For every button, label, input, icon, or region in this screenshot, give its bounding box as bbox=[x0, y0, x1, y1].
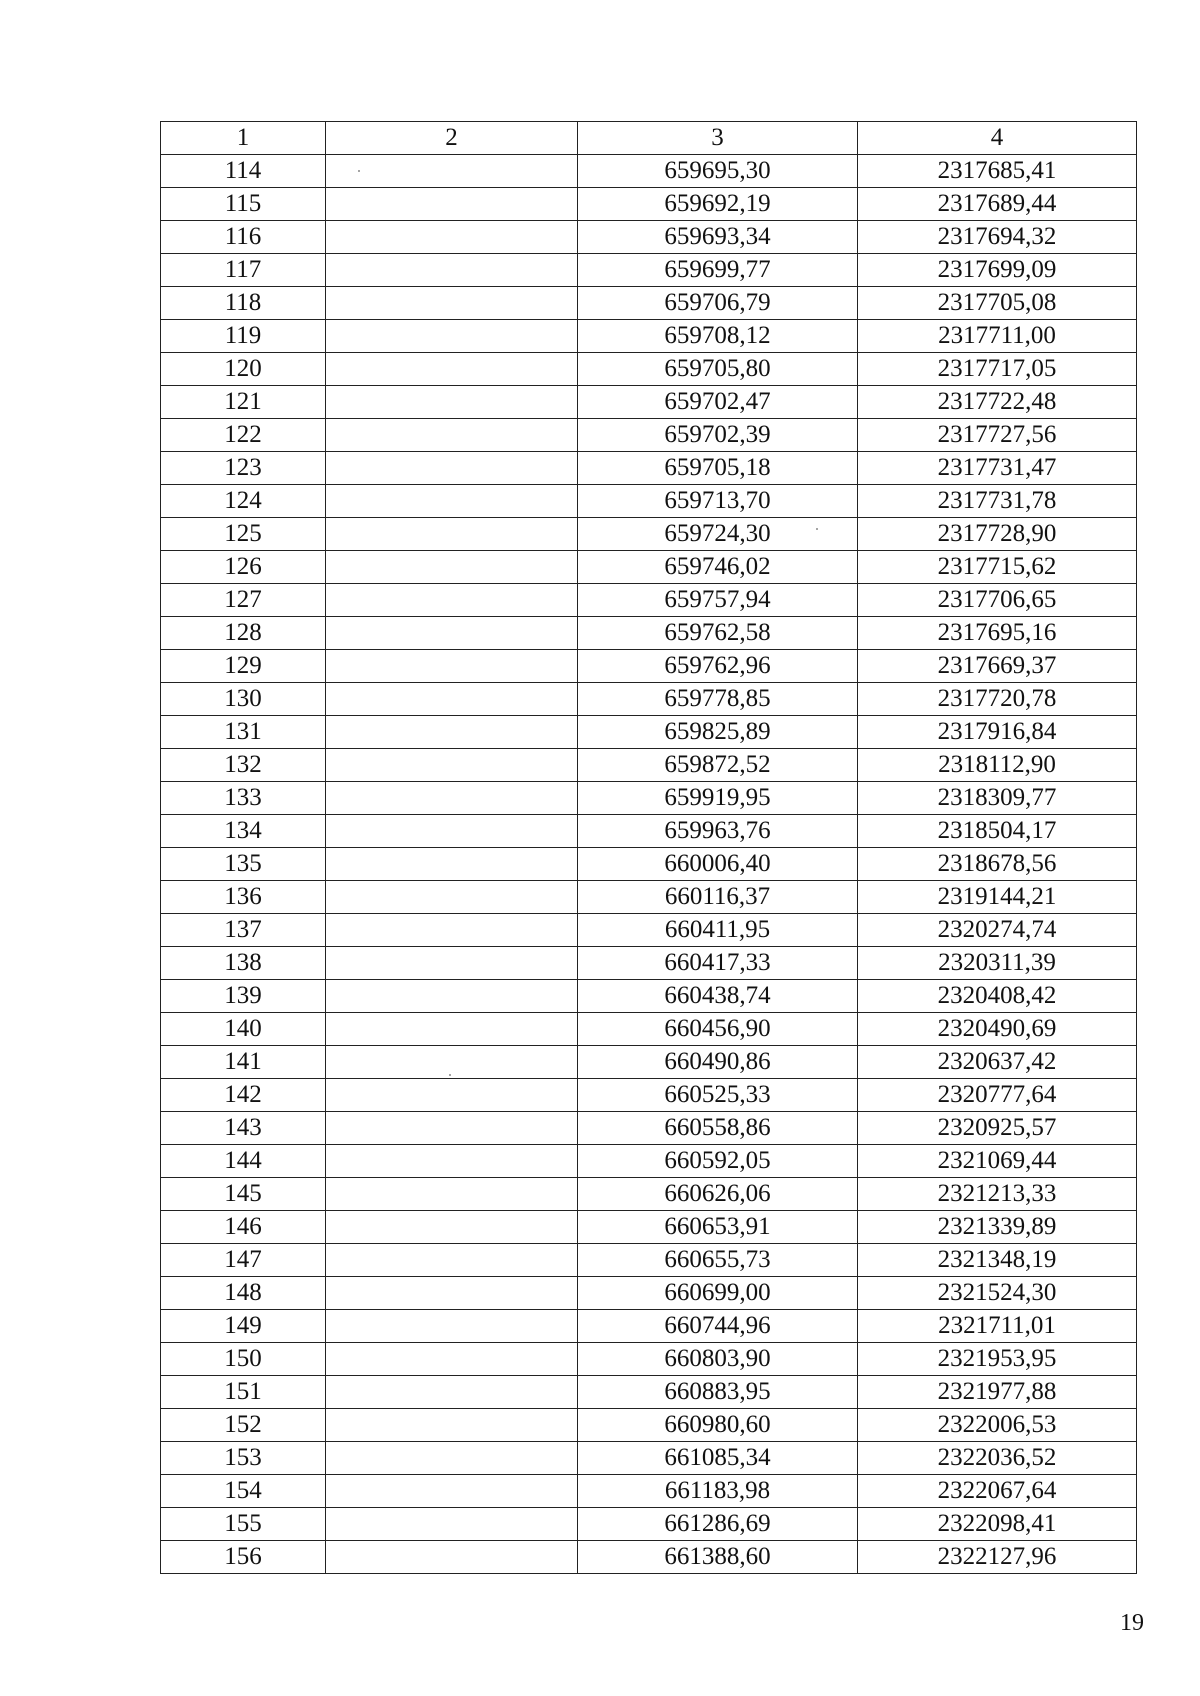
empty-cell bbox=[326, 1277, 578, 1310]
x-coordinate-cell: 660525,33 bbox=[578, 1079, 858, 1112]
empty-cell bbox=[326, 1343, 578, 1376]
point-number-cell: 137 bbox=[161, 914, 326, 947]
table-row bbox=[161, 353, 1137, 386]
empty-cell bbox=[326, 1046, 578, 1079]
point-number-cell: 141 bbox=[161, 1046, 326, 1079]
point-number-cell: 148 bbox=[161, 1277, 326, 1310]
point-number-cell: 135 bbox=[161, 848, 326, 881]
empty-cell bbox=[326, 749, 578, 782]
point-number-cell: 138 bbox=[161, 947, 326, 980]
x-coordinate-cell: 660883,95 bbox=[578, 1376, 858, 1409]
table-row bbox=[161, 254, 1137, 287]
empty-cell bbox=[326, 980, 578, 1013]
empty-cell bbox=[326, 1112, 578, 1145]
table-row bbox=[161, 1409, 1137, 1442]
y-coordinate-cell: 2317727,56 bbox=[858, 419, 1137, 452]
empty-cell bbox=[326, 881, 578, 914]
x-coordinate-cell: 660558,86 bbox=[578, 1112, 858, 1145]
y-coordinate-cell: 2317699,09 bbox=[858, 254, 1137, 287]
x-coordinate-cell: 659699,77 bbox=[578, 254, 858, 287]
point-number-cell: 126 bbox=[161, 551, 326, 584]
x-coordinate-cell: 660490,86 bbox=[578, 1046, 858, 1079]
point-number-cell: 125 bbox=[161, 518, 326, 551]
table-row bbox=[161, 1442, 1137, 1475]
point-number-cell: 123 bbox=[161, 452, 326, 485]
x-coordinate-cell: 660116,37 bbox=[578, 881, 858, 914]
table-row bbox=[161, 650, 1137, 683]
point-number-cell: 154 bbox=[161, 1475, 326, 1508]
table-row bbox=[161, 1508, 1137, 1541]
table-row bbox=[161, 1310, 1137, 1343]
table-row bbox=[161, 221, 1137, 254]
y-coordinate-cell: 2317717,05 bbox=[858, 353, 1137, 386]
empty-cell bbox=[326, 782, 578, 815]
scan-speck bbox=[358, 170, 360, 172]
y-coordinate-cell: 2322098,41 bbox=[858, 1508, 1137, 1541]
header-row bbox=[161, 122, 1137, 155]
x-coordinate-cell: 661286,69 bbox=[578, 1508, 858, 1541]
y-coordinate-cell: 2318309,77 bbox=[858, 782, 1137, 815]
empty-cell bbox=[326, 947, 578, 980]
y-coordinate-cell: 2317694,32 bbox=[858, 221, 1137, 254]
table-row bbox=[161, 1541, 1137, 1574]
empty-cell bbox=[326, 221, 578, 254]
y-coordinate-cell: 2320637,42 bbox=[858, 1046, 1137, 1079]
x-coordinate-cell: 659706,79 bbox=[578, 287, 858, 320]
x-coordinate-cell: 661085,34 bbox=[578, 1442, 858, 1475]
x-coordinate-cell: 661388,60 bbox=[578, 1541, 858, 1574]
x-coordinate-cell: 660803,90 bbox=[578, 1343, 858, 1376]
point-number-cell: 152 bbox=[161, 1409, 326, 1442]
x-coordinate-cell: 659724,30 bbox=[578, 518, 858, 551]
x-coordinate-cell: 659708,12 bbox=[578, 320, 858, 353]
table-row bbox=[161, 1475, 1137, 1508]
y-coordinate-cell: 2317705,08 bbox=[858, 287, 1137, 320]
y-coordinate-cell: 2321977,88 bbox=[858, 1376, 1137, 1409]
x-coordinate-cell: 659705,18 bbox=[578, 452, 858, 485]
empty-cell bbox=[326, 650, 578, 683]
table-row bbox=[161, 1145, 1137, 1178]
table-row bbox=[161, 782, 1137, 815]
y-coordinate-cell: 2319144,21 bbox=[858, 881, 1137, 914]
table-row bbox=[161, 881, 1137, 914]
empty-cell bbox=[326, 1376, 578, 1409]
point-number-cell: 156 bbox=[161, 1541, 326, 1574]
empty-cell bbox=[326, 1178, 578, 1211]
point-number-cell: 142 bbox=[161, 1079, 326, 1112]
x-coordinate-cell: 660626,06 bbox=[578, 1178, 858, 1211]
x-coordinate-cell: 659919,95 bbox=[578, 782, 858, 815]
y-coordinate-cell: 2322036,52 bbox=[858, 1442, 1137, 1475]
empty-cell bbox=[326, 419, 578, 452]
empty-cell bbox=[326, 584, 578, 617]
point-number-cell: 147 bbox=[161, 1244, 326, 1277]
y-coordinate-cell: 2321711,01 bbox=[858, 1310, 1137, 1343]
y-coordinate-cell: 2317916,84 bbox=[858, 716, 1137, 749]
table-row bbox=[161, 617, 1137, 650]
table-row bbox=[161, 683, 1137, 716]
point-number-cell: 118 bbox=[161, 287, 326, 320]
empty-cell bbox=[326, 1475, 578, 1508]
column-header-1: 1 bbox=[161, 122, 326, 155]
x-coordinate-cell: 659693,34 bbox=[578, 221, 858, 254]
scan-speck bbox=[449, 1074, 451, 1076]
empty-cell bbox=[326, 188, 578, 221]
empty-cell bbox=[326, 1013, 578, 1046]
y-coordinate-cell: 2320311,39 bbox=[858, 947, 1137, 980]
y-coordinate-cell: 2322006,53 bbox=[858, 1409, 1137, 1442]
y-coordinate-cell: 2318112,90 bbox=[858, 749, 1137, 782]
empty-cell bbox=[326, 848, 578, 881]
empty-cell bbox=[326, 1409, 578, 1442]
point-number-cell: 130 bbox=[161, 683, 326, 716]
point-number-cell: 143 bbox=[161, 1112, 326, 1145]
y-coordinate-cell: 2317715,62 bbox=[858, 551, 1137, 584]
x-coordinate-cell: 659702,47 bbox=[578, 386, 858, 419]
x-coordinate-cell: 659702,39 bbox=[578, 419, 858, 452]
empty-cell bbox=[326, 1310, 578, 1343]
x-coordinate-cell: 659872,52 bbox=[578, 749, 858, 782]
empty-cell bbox=[326, 1079, 578, 1112]
table-row bbox=[161, 188, 1137, 221]
table-header bbox=[161, 122, 1137, 155]
y-coordinate-cell: 2317731,78 bbox=[858, 485, 1137, 518]
table-row bbox=[161, 815, 1137, 848]
point-number-cell: 146 bbox=[161, 1211, 326, 1244]
table-row bbox=[161, 485, 1137, 518]
point-number-cell: 117 bbox=[161, 254, 326, 287]
table-row bbox=[161, 947, 1137, 980]
point-number-cell: 153 bbox=[161, 1442, 326, 1475]
point-number-cell: 127 bbox=[161, 584, 326, 617]
table-row bbox=[161, 1112, 1137, 1145]
y-coordinate-cell: 2318504,17 bbox=[858, 815, 1137, 848]
empty-cell bbox=[326, 1244, 578, 1277]
y-coordinate-cell: 2321524,30 bbox=[858, 1277, 1137, 1310]
point-number-cell: 134 bbox=[161, 815, 326, 848]
scan-speck bbox=[816, 528, 818, 530]
table-row bbox=[161, 914, 1137, 947]
table-row bbox=[161, 848, 1137, 881]
empty-cell bbox=[326, 353, 578, 386]
y-coordinate-cell: 2317722,48 bbox=[858, 386, 1137, 419]
column-header-3: 3 bbox=[578, 122, 858, 155]
table-row bbox=[161, 1343, 1137, 1376]
empty-cell bbox=[326, 254, 578, 287]
table-row bbox=[161, 452, 1137, 485]
x-coordinate-cell: 660744,96 bbox=[578, 1310, 858, 1343]
y-coordinate-cell: 2322067,64 bbox=[858, 1475, 1137, 1508]
table-body bbox=[161, 155, 1137, 1574]
x-coordinate-cell: 659825,89 bbox=[578, 716, 858, 749]
point-number-cell: 129 bbox=[161, 650, 326, 683]
point-number-cell: 150 bbox=[161, 1343, 326, 1376]
y-coordinate-cell: 2317685,41 bbox=[858, 155, 1137, 188]
point-number-cell: 124 bbox=[161, 485, 326, 518]
y-coordinate-cell: 2317720,78 bbox=[858, 683, 1137, 716]
point-number-cell: 145 bbox=[161, 1178, 326, 1211]
point-number-cell: 149 bbox=[161, 1310, 326, 1343]
point-number-cell: 136 bbox=[161, 881, 326, 914]
empty-cell bbox=[326, 716, 578, 749]
y-coordinate-cell: 2322127,96 bbox=[858, 1541, 1137, 1574]
empty-cell bbox=[326, 683, 578, 716]
point-number-cell: 115 bbox=[161, 188, 326, 221]
x-coordinate-cell: 660592,05 bbox=[578, 1145, 858, 1178]
x-coordinate-cell: 659762,58 bbox=[578, 617, 858, 650]
empty-cell bbox=[326, 485, 578, 518]
empty-cell bbox=[326, 386, 578, 419]
y-coordinate-cell: 2320408,42 bbox=[858, 980, 1137, 1013]
point-number-cell: 151 bbox=[161, 1376, 326, 1409]
x-coordinate-cell: 660655,73 bbox=[578, 1244, 858, 1277]
table-row bbox=[161, 155, 1137, 188]
empty-cell bbox=[326, 287, 578, 320]
y-coordinate-cell: 2320490,69 bbox=[858, 1013, 1137, 1046]
x-coordinate-cell: 659746,02 bbox=[578, 551, 858, 584]
point-number-cell: 114 bbox=[161, 155, 326, 188]
y-coordinate-cell: 2317706,65 bbox=[858, 584, 1137, 617]
point-number-cell: 140 bbox=[161, 1013, 326, 1046]
y-coordinate-cell: 2317695,16 bbox=[858, 617, 1137, 650]
table-row bbox=[161, 386, 1137, 419]
y-coordinate-cell: 2317689,44 bbox=[858, 188, 1137, 221]
table-row bbox=[161, 749, 1137, 782]
table-row bbox=[161, 584, 1137, 617]
point-number-cell: 144 bbox=[161, 1145, 326, 1178]
empty-cell bbox=[326, 1541, 578, 1574]
point-number-cell: 155 bbox=[161, 1508, 326, 1541]
table-row bbox=[161, 1211, 1137, 1244]
empty-cell bbox=[326, 518, 578, 551]
empty-cell bbox=[326, 1145, 578, 1178]
table-row bbox=[161, 551, 1137, 584]
x-coordinate-cell: 659695,30 bbox=[578, 155, 858, 188]
empty-cell bbox=[326, 320, 578, 353]
table-row bbox=[161, 287, 1137, 320]
point-number-cell: 121 bbox=[161, 386, 326, 419]
y-coordinate-cell: 2320274,74 bbox=[858, 914, 1137, 947]
point-number-cell: 116 bbox=[161, 221, 326, 254]
y-coordinate-cell: 2321339,89 bbox=[858, 1211, 1137, 1244]
empty-cell bbox=[326, 617, 578, 650]
table-row bbox=[161, 716, 1137, 749]
table-row bbox=[161, 1244, 1137, 1277]
point-number-cell: 128 bbox=[161, 617, 326, 650]
y-coordinate-cell: 2317669,37 bbox=[858, 650, 1137, 683]
table-row bbox=[161, 1079, 1137, 1112]
empty-cell bbox=[326, 452, 578, 485]
point-number-cell: 133 bbox=[161, 782, 326, 815]
empty-cell bbox=[326, 1508, 578, 1541]
y-coordinate-cell: 2317711,00 bbox=[858, 320, 1137, 353]
x-coordinate-cell: 659963,76 bbox=[578, 815, 858, 848]
table-row bbox=[161, 1046, 1137, 1079]
table-row bbox=[161, 980, 1137, 1013]
y-coordinate-cell: 2321348,19 bbox=[858, 1244, 1137, 1277]
x-coordinate-cell: 659692,19 bbox=[578, 188, 858, 221]
point-number-cell: 132 bbox=[161, 749, 326, 782]
y-coordinate-cell: 2321069,44 bbox=[858, 1145, 1137, 1178]
table-row bbox=[161, 1178, 1137, 1211]
page-number: 19 bbox=[1120, 1610, 1144, 1636]
point-number-cell: 131 bbox=[161, 716, 326, 749]
x-coordinate-cell: 659762,96 bbox=[578, 650, 858, 683]
empty-cell bbox=[326, 551, 578, 584]
x-coordinate-cell: 659713,70 bbox=[578, 485, 858, 518]
y-coordinate-cell: 2317728,90 bbox=[858, 518, 1137, 551]
x-coordinate-cell: 660438,74 bbox=[578, 980, 858, 1013]
point-number-cell: 139 bbox=[161, 980, 326, 1013]
empty-cell bbox=[326, 155, 578, 188]
point-number-cell: 122 bbox=[161, 419, 326, 452]
x-coordinate-cell: 659757,94 bbox=[578, 584, 858, 617]
table-row bbox=[161, 1277, 1137, 1310]
point-number-cell: 120 bbox=[161, 353, 326, 386]
y-coordinate-cell: 2321953,95 bbox=[858, 1343, 1137, 1376]
empty-cell bbox=[326, 1442, 578, 1475]
column-header-2: 2 bbox=[326, 122, 578, 155]
empty-cell bbox=[326, 1211, 578, 1244]
x-coordinate-cell: 660417,33 bbox=[578, 947, 858, 980]
x-coordinate-cell: 661183,98 bbox=[578, 1475, 858, 1508]
x-coordinate-cell: 660456,90 bbox=[578, 1013, 858, 1046]
table-row bbox=[161, 419, 1137, 452]
x-coordinate-cell: 659778,85 bbox=[578, 683, 858, 716]
x-coordinate-cell: 660653,91 bbox=[578, 1211, 858, 1244]
table-row bbox=[161, 518, 1137, 551]
x-coordinate-cell: 660699,00 bbox=[578, 1277, 858, 1310]
x-coordinate-cell: 660006,40 bbox=[578, 848, 858, 881]
table-row bbox=[161, 320, 1137, 353]
column-header-4: 4 bbox=[858, 122, 1137, 155]
empty-cell bbox=[326, 815, 578, 848]
table-row bbox=[161, 1013, 1137, 1046]
y-coordinate-cell: 2321213,33 bbox=[858, 1178, 1137, 1211]
coordinates-table bbox=[160, 121, 1137, 1574]
empty-cell bbox=[326, 914, 578, 947]
x-coordinate-cell: 660411,95 bbox=[578, 914, 858, 947]
y-coordinate-cell: 2320925,57 bbox=[858, 1112, 1137, 1145]
x-coordinate-cell: 660980,60 bbox=[578, 1409, 858, 1442]
table-row bbox=[161, 1376, 1137, 1409]
y-coordinate-cell: 2317731,47 bbox=[858, 452, 1137, 485]
y-coordinate-cell: 2318678,56 bbox=[858, 848, 1137, 881]
y-coordinate-cell: 2320777,64 bbox=[858, 1079, 1137, 1112]
x-coordinate-cell: 659705,80 bbox=[578, 353, 858, 386]
point-number-cell: 119 bbox=[161, 320, 326, 353]
